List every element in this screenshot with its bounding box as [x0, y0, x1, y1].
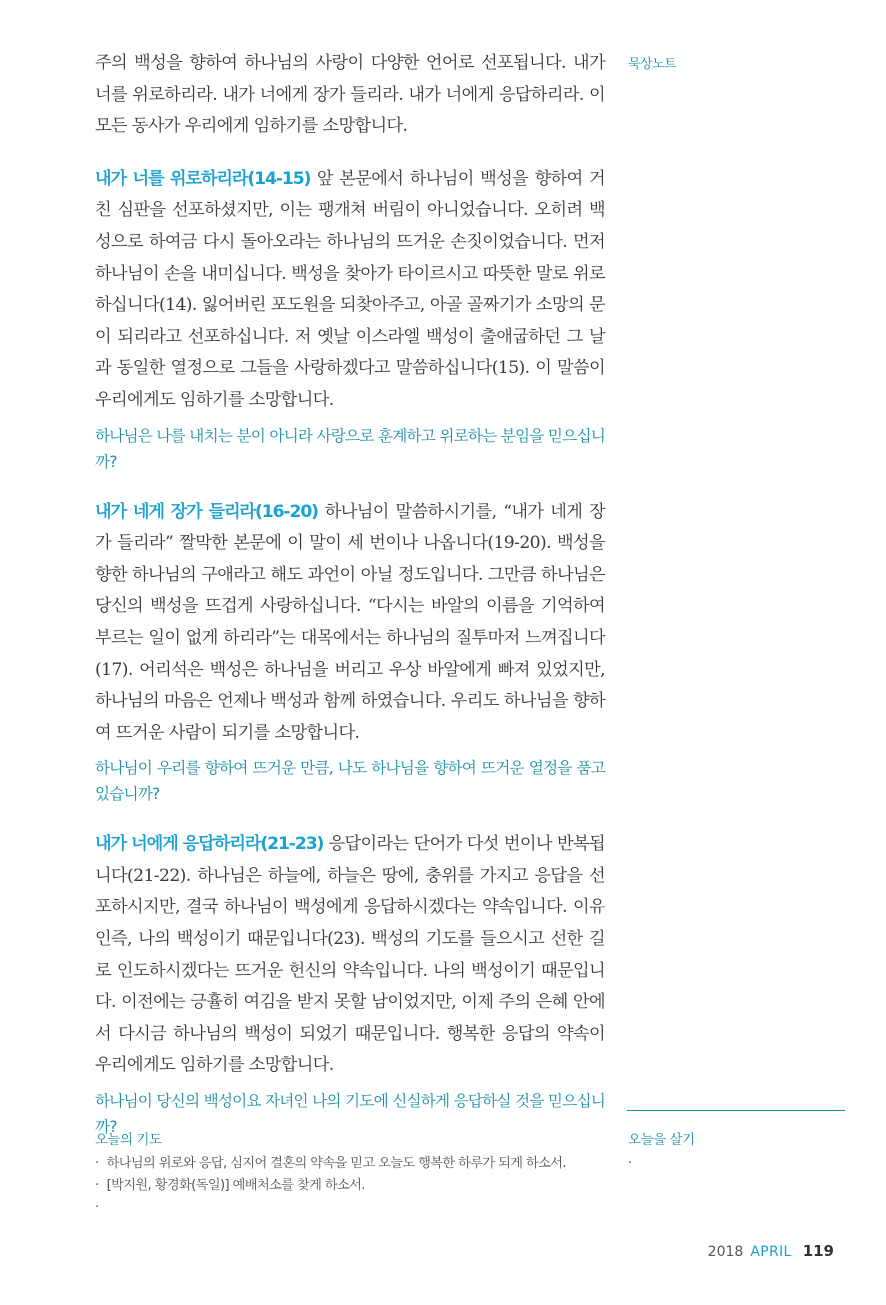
section-body: 앞 본문에서 하나님이 백성을 향하여 거친 심판을 선포하셨지만, 이는 팽개쳐 버림이 아니었습니다. 오히려 백성으로 하여금 다시 돌아오라는 하나님의 뜨거운 손짓이었습니다. 먼저 하나님이 손을 내미십니다. 백성을 찾아가 타이르시고 따뜻한 말로 위로하십니다(14). 잃어버린 포도원을 되찾아주고, 아골 골짜기가 소망의 문이 되리라고 선포하십니다. 저 옛날 이스라엘 백성이 출애굽하던 그 날과 동일한 열정으로 그들을 사랑하겠다고 말씀하십니다(15). 이 말씀이 우리에게도 임하기를 소망합니다. — [95, 168, 606, 410]
reflection-question: 하나님은 나를 내치는 분이 아니라 사랑으로 훈계하고 위로하는 분임을 믿으십니까? — [95, 426, 605, 471]
page-number: 119 — [802, 1242, 834, 1260]
main-column — [95, 48, 605, 1162]
footer-month: APRIL — [750, 1244, 792, 1260]
section-paragraph — [95, 497, 605, 750]
section-body: 응답이라는 단어가 다섯 번이나 반복됩니다(21-22). 하나님은 하늘에, 하늘은 땅에, 충위를 가지고 응답을 선포하시지만, 결국 하나님이 백성에게 응답하시겠다는 약속입니다. 이유인즉, 나의 백성이기 때문입니다(23). 백성의 기도를 들으시고 선한 길로 인도하시겠다는 뜨거운 헌신의 약속입니다. 나의 백성이기 때문입니다. 이전에는 긍휼히 여김을 받지 못할 남이었지만, 이제 주의 은혜 안에서 다시금 하나님의 백성이 되었기 때문입니다. 행복한 응답의 약속이 우리에게도 임하기를 소망합니다. — [95, 834, 605, 1076]
footer-year: 2018 — [707, 1244, 744, 1260]
live-today-title: 오늘을 살기 — [628, 1132, 695, 1148]
side-label-meditation-note: 묵상노트 — [628, 57, 677, 72]
page-footer — [708, 1241, 834, 1260]
section-heading: 내가 네게 장가 들리라(16-20) — [95, 501, 318, 522]
prayer-item: · 하나님의 위로와 응답, 심지어 결혼의 약속을 믿고 오늘도 행복한 하루가 되게 하소서. — [95, 1153, 615, 1175]
reflection-question: 하나님이 우리를 향하여 뜨거운 만큼, 나도 하나님을 향하여 뜨거운 열정을 품고 있습니까? — [95, 759, 605, 804]
section-marriage — [95, 497, 605, 808]
intro-paragraph: 주의 백성을 향하여 하나님의 사랑이 다양한 언어로 선포됩니다. 내가 너를 위로하리라. 내가 너에게 장가 들리라. 내가 너에게 응답하리라. 이 모든 동사가 우리에게 임하기를 소망합니다. — [95, 53, 605, 137]
prayer-list — [95, 1153, 615, 1219]
section-paragraph — [95, 164, 605, 417]
prayer-item — [95, 1197, 615, 1219]
section-body: 하나님이 말씀하시기를, “내가 네게 장가 들리라” 짤막한 본문에 이 말이 세 번이나 나옵니다(19-20). 백성을 향한 하나님의 구애라고 해도 과언이 아닐 정도입니다. 그만큼 하나님은 당신의 백성을 뜨겁게 사랑하십니다. “다시는 바알의 이름을 기억하여 부르는 일이 없게 하리라”는 대목에서는 하나님의 질투마저 느껴집니다(17). 어리석은 백성은 하나님을 버리고 우상 바알에게 빠져 있었지만, 하나님의 마음은 언제나 백성과 함께 하였습니다. 우리도 하나님을 향하여 뜨거운 사람이 되기를 소망합니다. — [95, 501, 605, 743]
live-today-list — [628, 1153, 638, 1175]
section-heading: 내가 너에게 응답하리라(21-23) — [95, 834, 324, 855]
live-today-item — [628, 1153, 638, 1175]
section-paragraph — [95, 829, 605, 1082]
section-answer — [95, 829, 605, 1140]
section-comfort — [95, 164, 605, 475]
side-divider — [627, 1110, 845, 1111]
section-heading: 내가 너를 위로하리라(14-15) — [95, 168, 311, 189]
reflection-question: 하나님이 당신의 백성이요 자녀인 나의 기도에 신실하게 응답하실 것을 믿으십니까? — [95, 1092, 605, 1137]
prayer-item: · [박지원, 황경화(독일)] 예배처소를 찾게 하소서. — [95, 1175, 615, 1197]
prayer-title: 오늘의 기도 — [95, 1132, 162, 1148]
